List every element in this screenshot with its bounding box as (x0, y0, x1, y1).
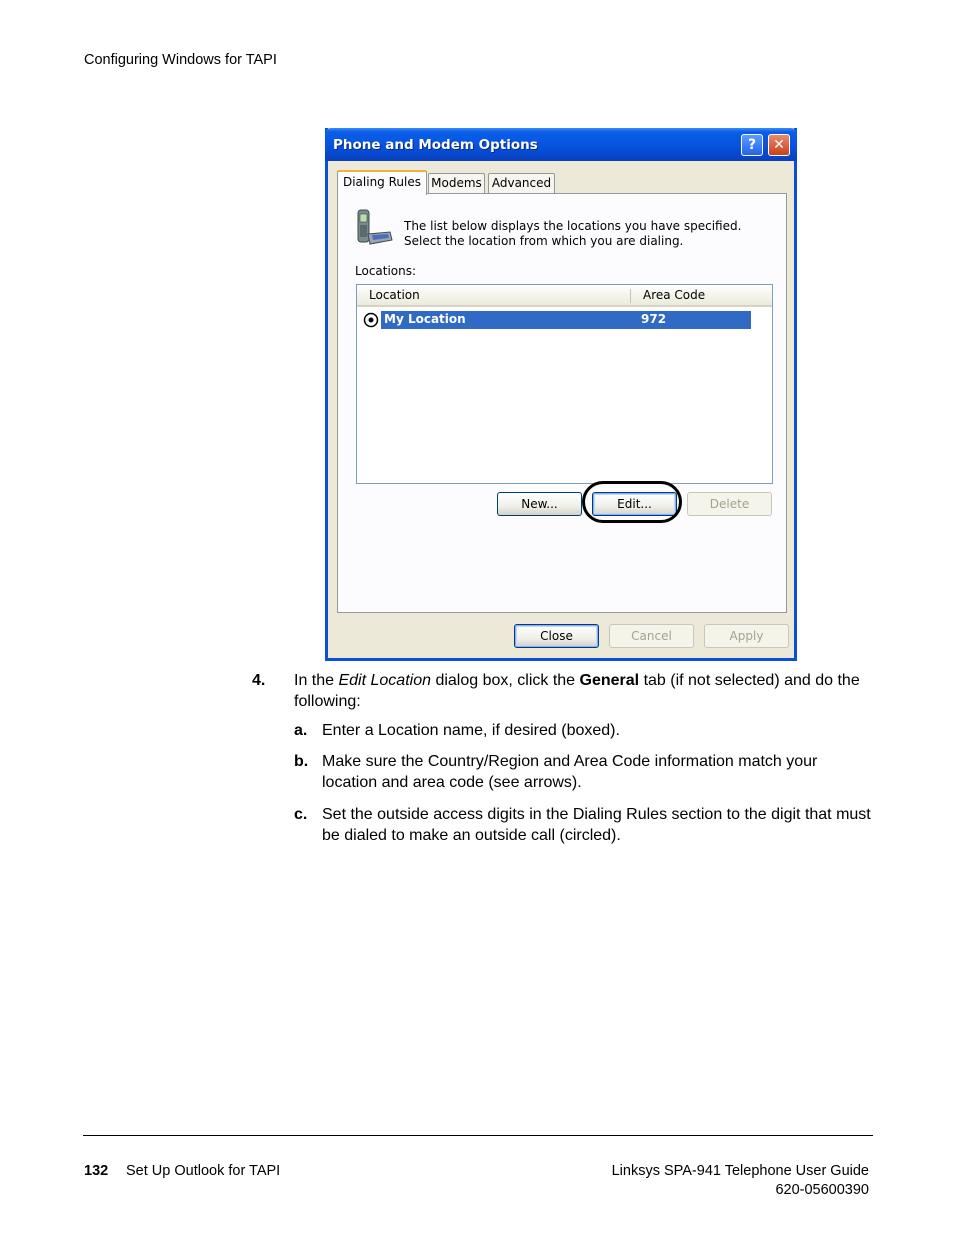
footer-rule (83, 1135, 873, 1136)
cancel-button[interactable]: Cancel (609, 624, 694, 648)
table-row[interactable] (381, 311, 751, 329)
close-icon: ✕ (773, 137, 785, 153)
step-number: 4. (252, 672, 266, 689)
help-button[interactable]: ? (741, 134, 763, 156)
dialing-rules-panel (337, 193, 787, 613)
row-location: My Location (384, 312, 466, 326)
column-area-code[interactable]: Area Code (643, 288, 706, 302)
new-button[interactable]: New... (497, 492, 582, 516)
tab-modems[interactable]: Modems (428, 173, 485, 194)
dialog-titlebar[interactable] (325, 128, 797, 161)
substep-text: Enter a Location name, if desired (boxed). (322, 722, 620, 739)
apply-button[interactable]: Apply (704, 624, 789, 648)
column-separator[interactable] (630, 289, 631, 303)
substep-text: Make sure the Country/Region and Area Code information match your location and area code (see arrows). (322, 753, 818, 791)
tab-name-bold: General (579, 672, 640, 689)
running-head: Configuring Windows for TAPI (84, 52, 277, 68)
substep-label: b. (294, 753, 309, 770)
substep-label: a. (294, 722, 308, 739)
locations-label: Locations: (355, 264, 417, 278)
delete-button[interactable]: Delete (687, 492, 772, 516)
dialog-title: Phone and Modem Options (333, 137, 538, 153)
column-location[interactable]: Location (369, 288, 420, 302)
substep-text: Set the outside access digits in the Dialing Rules section to the digit that must be dialed to make an outside call (circled). (322, 806, 871, 844)
page-number: 132 (84, 1163, 109, 1179)
step-text (294, 670, 874, 712)
list-header (357, 285, 750, 307)
footer-doc-number: 620-05600390 (775, 1182, 869, 1198)
locations-list[interactable] (356, 284, 773, 484)
row-area-code: 972 (641, 312, 667, 326)
list-header-filler (750, 285, 772, 307)
step-text-part: tab (if not selected) and do the following: (294, 672, 860, 710)
current-location-icon (363, 312, 379, 328)
edit-button[interactable]: Edit... (592, 492, 677, 516)
intro-text: The list below displays the locations you have specified. Select the location from which you are dialing. (404, 219, 742, 248)
step-text-part: In the (294, 672, 339, 689)
dialog-name-italic: Edit Location (338, 672, 431, 689)
step-text-part: dialog box, click the (431, 672, 580, 689)
edit-callout-circle (582, 481, 682, 523)
close-window-button[interactable] (768, 134, 790, 156)
tab-dialing-rules[interactable]: Dialing Rules (337, 170, 427, 195)
phone-modem-icon (354, 208, 394, 248)
footer-guide-title: Linksys SPA-941 Telephone User Guide (611, 1163, 869, 1179)
footer-section: Set Up Outlook for TAPI (126, 1163, 281, 1179)
tab-advanced[interactable]: Advanced (488, 173, 555, 194)
close-button[interactable]: Close (514, 624, 599, 648)
substep-label: c. (294, 806, 308, 823)
phone-modem-dialog (325, 128, 797, 661)
